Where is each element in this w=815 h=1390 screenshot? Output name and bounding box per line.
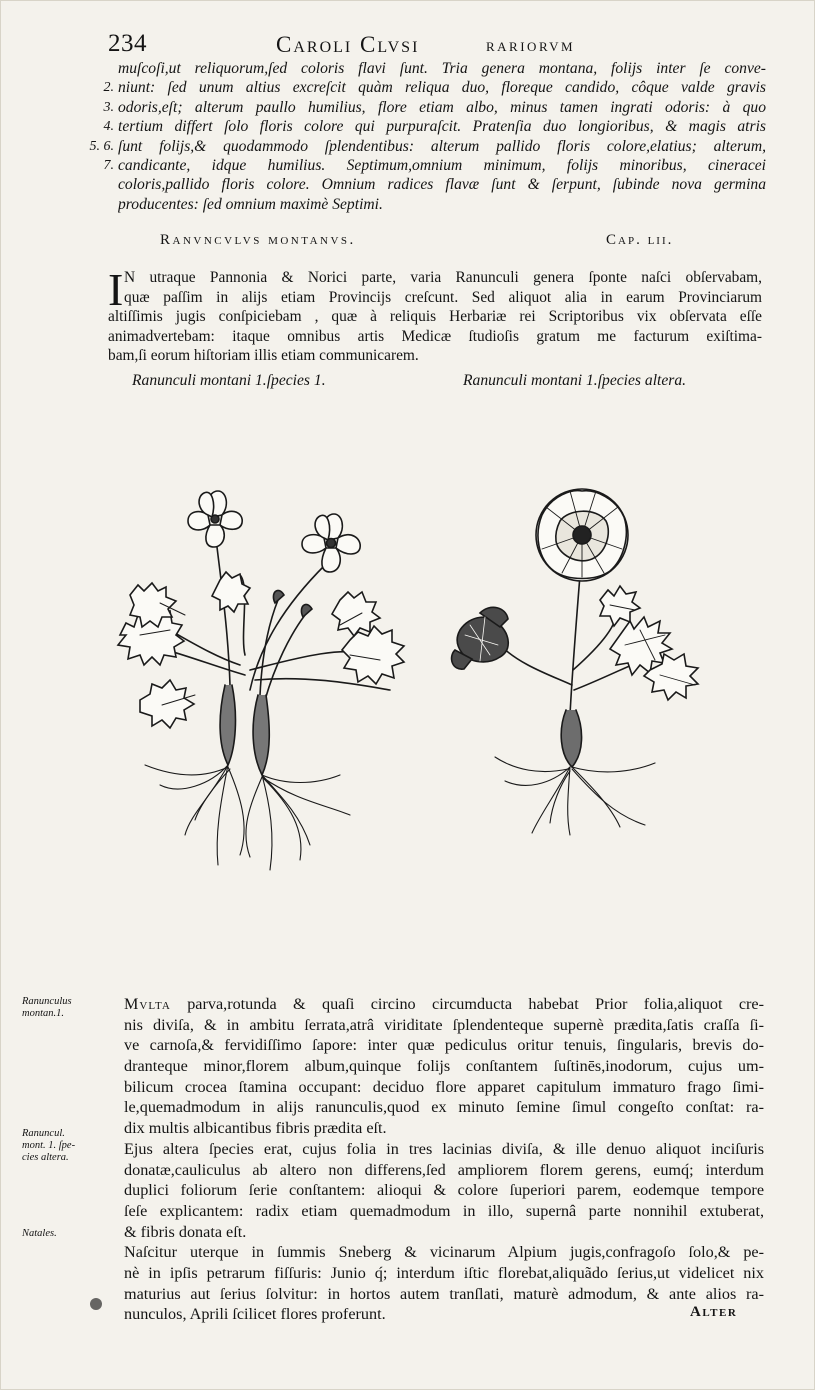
- side-note-line: montan.1.: [22, 1008, 64, 1019]
- chapter-number: Cap. lii.: [606, 232, 674, 248]
- side-note-line: Ranuncul.: [22, 1128, 65, 1139]
- margin-number: 7.: [103, 158, 114, 173]
- text-line: N utraque Pannonia & Norici parte, varia Ranunculi genera ſponte naſci obſervabam,: [124, 269, 762, 286]
- chapter-title: Ranvncvlvs montanvs.: [160, 232, 356, 248]
- text-line: nè in ipſis petrarum fiſſuris: Junio q́; interdum iſtic florebat,aliquãdo ſerius,ut videlicet nix: [124, 1263, 764, 1282]
- text-line: & fibris donata eſt.: [124, 1222, 247, 1241]
- margin-number: 2.: [103, 80, 114, 96]
- margin-number: 5. 6.: [89, 138, 114, 154]
- text-line: candicante, idque humilius. Septimum,omnium minimum, folijs minoribus, cineracei: [118, 156, 766, 174]
- text-line: tertium differt ſolo floris colore qui purpuraſcit. Pratenſia duo longioribus, & magis atris: [118, 118, 766, 136]
- text-line: maturius aut ſerius ſolvitur: in hortos autem tranſlati, maturè admodum, & ante alios ra-: [124, 1284, 764, 1303]
- illustration-caption-right: Ranunculi montani 1.ſpecies altera.: [463, 372, 687, 389]
- text-line: animadvertebam: itaque omnibus artis Medicæ ſtudioſis gratum me facturum exiſtima-: [108, 327, 762, 345]
- text-line: altiſſimis jugis conſpiciebam , quæ à reliquis Herbariæ rei Scriptoribus vix obſervata eſſe: [108, 308, 762, 326]
- text-line: producentes: ſed omnium maximè Septimi.: [118, 195, 383, 213]
- text-line: quæ paſſim in alijs etiam Provincijs creſcunt. Sed aliquot alia in earum Provinciarum: [124, 288, 762, 306]
- text-line: donatæ,cauliculus ab altero non differens,ſed ampliorem florem gerens, eumq́; interdum: [124, 1160, 764, 1179]
- text-line: le,quemadmodum in alijs ranunculis,quod ex minuto ſemine ſimul congeſto conſtat: ra-: [124, 1098, 764, 1117]
- running-head-title: Caroli Clvsi: [276, 32, 420, 57]
- margin-number: 3.: [103, 99, 114, 115]
- text-line: odoris,eſt; alterum paullo humilius, flore etiam albo, minus tamen ingrati odoris: à quo: [118, 98, 766, 116]
- catchword: Alter: [690, 1304, 738, 1320]
- side-note-line: Ranunculus: [22, 996, 72, 1007]
- text-line: dix multis albicantibus fibris prædita eſt.: [124, 1119, 387, 1138]
- text-line-rest: parva,rotunda & quaſi circino circumducta habebat Prior folia,aliquot cre-: [170, 995, 764, 1013]
- text-line: nunculos, Aprili ſcilicet flores proferunt.: [124, 1305, 386, 1324]
- text-line: Naſcitur uterque in ſummis Sneberg & vicinarum Alpium jugis,confragoſo ſolo,& pe-: [124, 1243, 764, 1262]
- opening-word: Mvlta: [124, 995, 171, 1013]
- text-line: muſcoſi,ut reliquorum,ſed coloris flavi ſunt. Tria genera montana, folijs inter ſe conve-: [118, 60, 766, 77]
- text-line: ve carnoſa,& fervidiſſimo ſapore: inter quæ pediculus oritur tenuis, ſingularis, brevis do-: [124, 1036, 764, 1055]
- side-note-line: mont. 1. ſpe-: [22, 1140, 76, 1151]
- running-head-subtitle: rariorvm: [486, 35, 576, 56]
- text-line: dranteque minor,florem album,quinque folijs conſtantem ſuſtinēs,inodorum, cujus um-: [124, 1057, 764, 1076]
- text-line: ſeſe explicantem: radix etiam quemadmodum in illo, supernâ parte nonnihil extuberat,: [124, 1201, 764, 1220]
- text-line: niunt: ſed unum altius excreſcit quàm reliqua duo, floreque candido, côque valde gravis: [118, 79, 766, 97]
- text-line: duplici foliorum ſerie conſtantem: alioqui & colore ſuperiori parem, eodemque tempore: [124, 1181, 764, 1200]
- text-line: bam,ſi eorum hiſtoriam illis etiam communicarem.: [108, 347, 419, 365]
- drop-cap: I: [108, 264, 124, 315]
- text-line: nis diviſa, & in ambitu ſerrata,atrâ viriditate ſplendenteque supernè prædita,ſatis craſſa ſi-: [124, 1015, 764, 1034]
- text-line: Ejus altera ſpecies erat, cujus folia in tres lacinias diviſa, & ille denuo aliquot inciſuris: [124, 1139, 764, 1158]
- text-line: coloris,pallido floris colore. Omnium radices flavæ ſunt & ſerpunt, ſubinde nova germina: [118, 176, 766, 194]
- side-note-line: Natales.: [22, 1228, 57, 1239]
- side-note-line: cies altera.: [22, 1152, 69, 1163]
- text-line: ſunt folijs,& quodammodo ſplendentibus: alterum pallido floris colore,elatius; alterum,: [118, 137, 766, 155]
- text-line: bilicum crocea ſtamina occupant: deciduo flore apparet capitulum immaturo frago ſimi-: [124, 1077, 764, 1096]
- illustration-caption-left: Ranunculi montani 1.ſpecies 1.: [132, 372, 326, 389]
- margin-number: 4.: [103, 119, 114, 135]
- page-number: 234: [108, 30, 147, 57]
